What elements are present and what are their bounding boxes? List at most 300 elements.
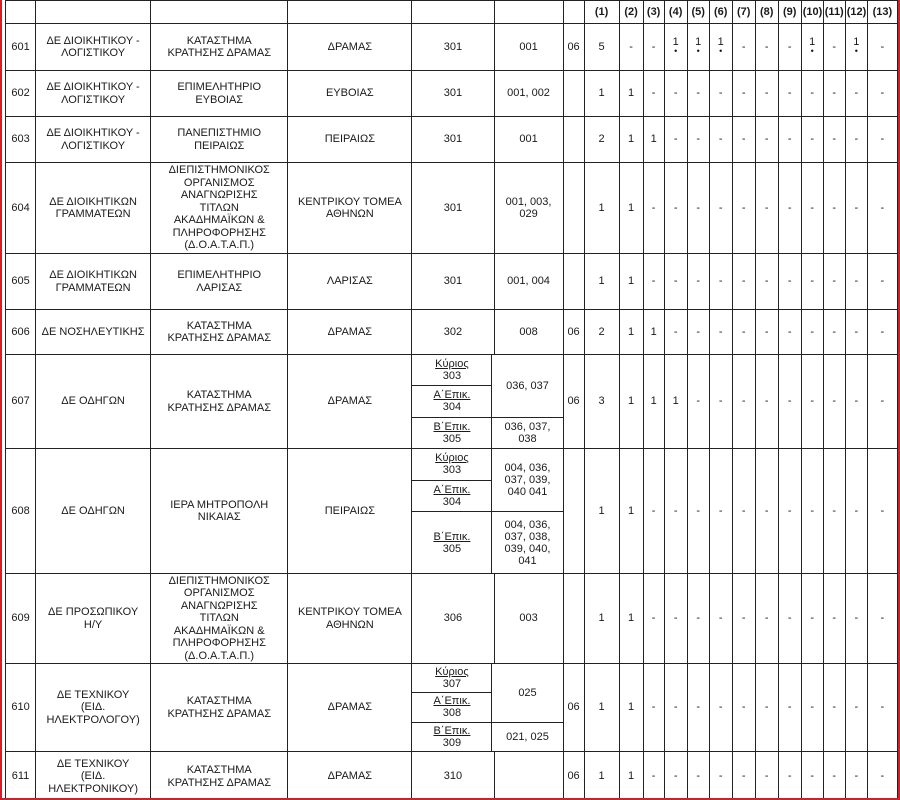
count-cell-12: - [845, 254, 867, 310]
specialty-line: ΔΕ ΤΕΧΝΙΚΟΥ [56, 688, 130, 701]
service-line: ΟΡΓΑΝΙΣΜΟΣ [183, 587, 255, 600]
subrow-code: 309 [442, 736, 462, 749]
count-cell-4: - [664, 71, 687, 117]
count-cell-6: - [709, 664, 732, 752]
count-cell-1: 5 [584, 24, 619, 71]
location-cell [288, 71, 412, 117]
qualifications-cell [494, 310, 563, 355]
count-cell-8: - [755, 310, 778, 355]
header-blank-cell [6, 1, 36, 24]
qualification-line: 036, 037 [506, 379, 549, 392]
row-code: 608 [6, 449, 36, 574]
count-cell-12: - [845, 355, 867, 449]
count-cell-9: - [778, 355, 801, 449]
count-cell-3: - [643, 752, 664, 800]
header-col-4: (4) [664, 1, 687, 24]
spec-code-cell: 301 [412, 117, 494, 163]
service-line: ΕΠΙΜΕΛΗΤΗΡΙΟ [177, 81, 262, 93]
qualification-line: 041 [518, 554, 537, 567]
count-cell-10: - [801, 752, 823, 800]
specialty-cell [36, 163, 151, 254]
subrow-label: Κύριος [435, 666, 469, 679]
qualifications-cell [492, 512, 563, 573]
count-cell-9: - [778, 310, 801, 355]
count-cell-4: - [664, 310, 687, 355]
specialty-line: Η/Υ [83, 618, 103, 631]
subrow [412, 355, 562, 386]
location-line: ΑΘΗΝΩΝ [326, 618, 374, 631]
location-cell [288, 254, 412, 310]
location-line: ΔΡΑΜΑΣ [327, 701, 373, 714]
qualifications-cell [494, 752, 563, 800]
specialty-line: ΔΕ ΔΙΟΙΚΗΤΙΚΩΝ [49, 195, 137, 208]
header-col-12: (12) [845, 1, 867, 24]
qualifications-cell [494, 254, 563, 310]
specialty-line: ΓΡΑΜΜΑΤΕΩΝ [55, 208, 131, 220]
count-cell-2: 1 [619, 449, 643, 574]
count-cell-9: - [778, 752, 801, 800]
subrow-code: 307 [442, 678, 462, 691]
subrow-label: Κύριος [435, 452, 469, 465]
count-cell-13: - [867, 254, 897, 310]
specialty-line: ΔΕ ΟΔΗΓΩΝ [61, 395, 125, 408]
count-cell-9: - [778, 24, 801, 71]
header-blank-cell [36, 1, 151, 24]
count-cell-9: - [778, 574, 801, 664]
subrow [412, 449, 562, 480]
count-cell-10: - [801, 163, 823, 254]
count-cell-7: - [732, 163, 755, 254]
specialty-line: ΗΛΕΚΤΡΟΛΟΓΟΥ) [46, 713, 140, 726]
row-code: 604 [6, 163, 36, 254]
spec-code-cell: 301 [412, 254, 494, 310]
qualification-line: 003 [519, 612, 538, 625]
specialty-cell [36, 117, 151, 163]
subrow-table [412, 355, 562, 448]
service-line: ΔΙΕΠΙΣΤΗΜΟΝΙΚΟΣ [168, 164, 270, 177]
header-col-5: (5) [687, 1, 709, 24]
service-line: ΤΙΤΛΩΝ [199, 612, 239, 625]
service-line: ΚΡΑΤΗΣΗΣ ΔΡΑΜΑΣ [167, 332, 271, 344]
count-cell-7: - [732, 310, 755, 355]
specialty-line: ΔΕ ΝΟΣΗΛΕΥΤΙΚΗΣ [41, 325, 145, 338]
qualification-line: 036, 037, [504, 420, 551, 433]
table-row [6, 310, 898, 355]
region-cell: 06 [563, 310, 584, 355]
region-cell: 06 [563, 24, 584, 71]
row-code: 610 [6, 664, 36, 752]
region-cell [563, 117, 584, 163]
count-cell-11: - [823, 163, 845, 254]
count-cell-6: - [709, 71, 732, 117]
count-cell-13: - [867, 24, 897, 71]
count-cell-13: - [867, 71, 897, 117]
count-cell-7: - [732, 254, 755, 310]
count-cell-7: - [732, 449, 755, 574]
location-cell [288, 449, 412, 574]
spec-code-cell: 301 [412, 163, 494, 254]
count-cell-5: - [687, 752, 709, 800]
asterisk-mark-icon: • [810, 45, 814, 56]
subrow-spec-cell [412, 355, 492, 386]
count-cell-2: 1 [619, 71, 643, 117]
subrow-label: Α΄Επικ. [433, 695, 471, 708]
table-row [6, 574, 898, 664]
specialty-line: ΛΟΓΙΣΤΙΚΟΥ [61, 139, 126, 152]
count-cell-5: - [687, 355, 709, 449]
count-cell-13: - [867, 574, 897, 664]
count-cell-11: - [823, 24, 845, 71]
service-cell [151, 163, 288, 254]
count-cell-11: - [823, 752, 845, 800]
qualification-line: 004, 036, [504, 462, 551, 475]
header-blank-cell [288, 1, 412, 24]
count-cell-11: - [823, 310, 845, 355]
region-cell [563, 71, 584, 117]
count-value: 1 [809, 35, 816, 48]
count-cell-2: 1 [619, 355, 643, 449]
row-code: 606 [6, 310, 36, 355]
count-cell-5: - [687, 163, 709, 254]
specialty-cell [36, 574, 151, 664]
service-cell [151, 752, 288, 800]
location-cell [288, 664, 412, 752]
table-row [6, 752, 898, 800]
qualification-line: 001 [519, 133, 538, 146]
count-cell-5: - [687, 71, 709, 117]
specialty-cell [36, 664, 151, 752]
count-cell-4: - [664, 574, 687, 664]
subrow-spec-cell [412, 512, 492, 573]
subrow-label: Β΄Επικ. [433, 530, 471, 543]
region-cell [563, 254, 584, 310]
count-cell-11: - [823, 574, 845, 664]
count-cell-8: - [755, 24, 778, 71]
region-cell: 06 [563, 664, 584, 752]
count-cell-3: - [643, 664, 664, 752]
count-cell-2: 1 [619, 664, 643, 752]
service-line: ΙΕΡΑ ΜΗΤΡΟΠΟΛΗ [170, 498, 269, 511]
count-cell-8: - [755, 449, 778, 574]
count-cell-2: 1 [619, 117, 643, 163]
qualification-line: 029 [519, 208, 538, 220]
location-line: ΠΕΙΡΑΙΩΣ [324, 504, 375, 517]
positions-table [5, 0, 898, 800]
table-row [6, 71, 898, 117]
subrow-spec-cell [412, 417, 492, 448]
service-cell [151, 117, 288, 163]
marked-count [853, 37, 859, 54]
specialty-line: ΔΕ ΟΔΗΓΩΝ [61, 504, 125, 517]
count-value: 1 [853, 35, 860, 48]
service-line: ΛΑΡΙΣΑΣ [196, 281, 243, 294]
count-cell-12: - [845, 310, 867, 355]
count-cell-1: 1 [584, 71, 619, 117]
count-cell-3: - [643, 254, 664, 310]
specialty-cell [36, 355, 151, 449]
specialty-line: ΔΕ ΔΙΟΙΚΗΤΙΚΟΥ - [46, 127, 140, 139]
count-cell-4: - [664, 752, 687, 800]
count-cell-9: - [778, 664, 801, 752]
region-cell: 06 [563, 355, 584, 449]
location-cell [288, 163, 412, 254]
count-cell-8: - [755, 752, 778, 800]
specialty-line: ΔΕ ΔΙΟΙΚΗΤΙΚΟΥ - [46, 81, 140, 93]
subrow-code: 304 [442, 401, 462, 414]
subrow-label: Β΄Επικ. [433, 420, 471, 433]
asterisk-mark-icon: • [696, 45, 700, 56]
location-line: ΚΕΝΤΡΙΚΟΥ ΤΟΜΕΑ [297, 606, 402, 618]
region-cell [563, 163, 584, 254]
qualification-line: 001, 003, [505, 195, 552, 208]
service-line: ΚΑΤΑΣΤΗΜΑ [186, 389, 252, 401]
subrow-spec-cell [412, 449, 492, 480]
count-cell-9: - [778, 449, 801, 574]
count-cell-10: - [801, 117, 823, 163]
count-cell-12: - [845, 71, 867, 117]
count-value: 1 [717, 35, 724, 48]
count-cell-11: - [823, 117, 845, 163]
service-line: ΠΛΗΡΟΦΟΡΗΣΗΣ [172, 226, 266, 239]
subrow-label: Κύριος [435, 358, 469, 371]
count-cell-10: - [801, 574, 823, 664]
count-cell-7: - [732, 24, 755, 71]
table-row [6, 664, 898, 752]
qualification-line: 004, 036, [504, 518, 551, 531]
location-cell [288, 310, 412, 355]
spec-code-cell: 301 [412, 24, 494, 71]
specialty-subrows-cell [412, 355, 563, 449]
specialty-line: ΛΟΓΙΣΤΙΚΟΥ [61, 47, 126, 59]
service-cell [151, 310, 288, 355]
count-cell-2: 1 [619, 574, 643, 664]
count-cell-2: 1 [619, 163, 643, 254]
count-cell-12: - [845, 664, 867, 752]
specialty-line: ΔΕ ΔΙΟΙΚΗΤΙΚΟΥ - [46, 34, 140, 47]
count-cell-6: - [709, 449, 732, 574]
location-line: ΔΡΑΜΑΣ [327, 770, 373, 783]
header-blank-cell [494, 1, 563, 24]
region-cell [563, 449, 584, 574]
count-cell-6: - [709, 574, 732, 664]
subrow [412, 664, 562, 693]
count-cell-6: - [709, 752, 732, 800]
header-col-3: (3) [643, 1, 664, 24]
subrow [412, 512, 562, 573]
qualifications-cell [494, 117, 563, 163]
count-cell-11: - [823, 254, 845, 310]
qualification-line: 037, 039, [504, 474, 551, 487]
subrow-table [412, 449, 562, 573]
count-cell-5: - [687, 254, 709, 310]
header-col-10: (10) [801, 1, 823, 24]
subrow-code: 308 [442, 707, 462, 720]
header-blank-cell [412, 1, 494, 24]
count-cell-4: - [664, 449, 687, 574]
count-cell-13: - [867, 117, 897, 163]
specialty-cell [36, 24, 151, 71]
subrow-label: Α΄Επικ. [433, 389, 471, 402]
qualifications-cell [494, 24, 563, 71]
spec-code-cell: 310 [412, 752, 494, 800]
count-cell-1: 2 [584, 117, 619, 163]
table-row [6, 24, 898, 71]
location-line: ΕΥΒΟΙΑΣ [325, 87, 374, 100]
count-cell-12: - [845, 449, 867, 574]
count-cell-6: - [709, 254, 732, 310]
subrow-label: Β΄Επικ. [433, 724, 471, 737]
count-cell-8: - [755, 574, 778, 664]
count-value: 1 [672, 35, 679, 48]
subrow-spec-cell [412, 722, 492, 751]
subrow [412, 417, 562, 448]
specialty-subrows-cell [412, 664, 563, 752]
count-cell-3: 1 [643, 117, 664, 163]
marked-count [673, 37, 679, 54]
qualification-line: 039, 040, [504, 542, 551, 555]
count-cell-2: 1 [619, 752, 643, 800]
subrow-code: 303 [442, 370, 462, 383]
count-cell-13: - [867, 355, 897, 449]
qualifications-cell [492, 355, 563, 417]
header-col-13: (13) [867, 1, 897, 24]
count-cell-9: - [778, 254, 801, 310]
count-cell-5: - [687, 449, 709, 574]
count-cell-5: - [687, 664, 709, 752]
count-cell-10: - [801, 664, 823, 752]
service-line: (Δ.Ο.Α.Τ.Α.Π.) [184, 649, 255, 662]
subrow-spec-cell [412, 693, 492, 722]
count-cell-13: - [867, 163, 897, 254]
subrow-code: 305 [442, 542, 462, 555]
count-cell-7: - [732, 574, 755, 664]
qualification-line: 008 [519, 325, 538, 338]
qualification-line: 001, 002 [507, 87, 550, 100]
header-col-1: (1) [584, 1, 619, 24]
table-row [6, 449, 898, 574]
asterisk-mark-icon: • [674, 45, 678, 56]
count-cell-10: - [801, 355, 823, 449]
specialty-line: ΛΟΓΙΣΤΙΚΟΥ [61, 93, 126, 106]
count-cell-13: - [867, 310, 897, 355]
asterisk-mark-icon: • [719, 45, 723, 56]
location-line: ΚΕΝΤΡΙΚΟΥ ΤΟΜΕΑ [297, 195, 402, 208]
service-line: ΚΡΑΤΗΣΗΣ ΔΡΑΜΑΣ [167, 401, 271, 414]
location-line: ΔΡΑΜΑΣ [327, 395, 373, 408]
marked-count [695, 37, 701, 54]
count-cell-7: - [732, 355, 755, 449]
count-cell-9: - [778, 71, 801, 117]
count-cell-7: - [732, 71, 755, 117]
location-line: ΔΡΑΜΑΣ [327, 40, 373, 53]
qualification-line: 001 [519, 40, 538, 53]
location-cell [288, 355, 412, 449]
qualification-line: 037, 038, [504, 530, 551, 543]
count-cell-10: - [801, 254, 823, 310]
count-cell-3: - [643, 71, 664, 117]
count-cell-12: - [845, 574, 867, 664]
service-cell [151, 449, 288, 574]
count-cell-9: - [778, 117, 801, 163]
service-line: ΟΡΓΑΝΙΣΜΟΣ [183, 176, 255, 189]
service-line: ΤΙΤΛΩΝ [199, 201, 239, 214]
count-cell-6: - [709, 163, 732, 254]
count-cell-12: - [845, 752, 867, 800]
row-code: 609 [6, 574, 36, 664]
service-line: (Δ.Ο.Α.Τ.Α.Π.) [184, 239, 255, 252]
count-cell-2: - [619, 24, 643, 71]
row-code: 605 [6, 254, 36, 310]
count-cell-9: - [778, 163, 801, 254]
service-cell [151, 254, 288, 310]
asterisk-mark-icon: • [854, 45, 858, 56]
spec-code-cell: 306 [412, 574, 494, 664]
specialty-subrows-cell [412, 449, 563, 574]
count-cell-4 [664, 24, 687, 71]
service-line: ΚΑΤΑΣΤΗΜΑ [186, 695, 252, 707]
service-cell [151, 664, 288, 752]
qualifications-cell [494, 574, 563, 664]
specialty-cell [36, 752, 151, 800]
location-cell [288, 574, 412, 664]
location-cell [288, 117, 412, 163]
count-value: 1 [695, 35, 702, 48]
subrow-code: 305 [442, 432, 462, 445]
count-cell-1: 1 [584, 752, 619, 800]
count-cell-11: - [823, 355, 845, 449]
count-cell-1: 1 [584, 254, 619, 310]
header-col-7: (7) [732, 1, 755, 24]
service-line: ΚΡΑΤΗΣΗΣ ΔΡΑΜΑΣ [167, 707, 271, 720]
specialty-line: ΔΕ ΔΙΟΙΚΗΤΙΚΩΝ [49, 269, 137, 281]
service-line: ΚΡΑΤΗΣΗΣ ΔΡΑΜΑΣ [167, 47, 271, 59]
service-line: ΚΡΑΤΗΣΗΣ ΔΡΑΜΑΣ [167, 776, 271, 789]
qualification-line: 001, 004 [507, 275, 550, 288]
subrow [412, 722, 562, 751]
count-cell-1: 1 [584, 163, 619, 254]
count-cell-5: - [687, 574, 709, 664]
count-cell-12 [845, 24, 867, 71]
count-cell-10: - [801, 449, 823, 574]
row-code: 603 [6, 117, 36, 163]
specialty-cell [36, 71, 151, 117]
count-cell-3: 1 [643, 310, 664, 355]
service-cell [151, 355, 288, 449]
qualification-line: 038 [518, 432, 537, 445]
qualification-line: 025 [518, 686, 537, 699]
count-cell-12: - [845, 163, 867, 254]
service-cell [151, 574, 288, 664]
count-cell-7: - [732, 664, 755, 752]
service-line: ΕΠΙΜΕΛΗΤΗΡΙΟ [177, 269, 262, 281]
count-cell-8: - [755, 117, 778, 163]
count-cell-7: - [732, 752, 755, 800]
count-cell-8: - [755, 664, 778, 752]
count-cell-7: - [732, 117, 755, 163]
service-line: ΑΚΑΔΗΜΑΪΚΩΝ & [173, 624, 265, 637]
qualifications-cell [494, 71, 563, 117]
count-cell-1: 1 [584, 449, 619, 574]
count-cell-13: - [867, 752, 897, 800]
count-cell-4: 1 [664, 355, 687, 449]
count-cell-8: - [755, 163, 778, 254]
row-code: 607 [6, 355, 36, 449]
count-cell-6: - [709, 310, 732, 355]
count-cell-2: 1 [619, 254, 643, 310]
subrow-spec-cell [412, 386, 492, 417]
count-cell-1: 1 [584, 574, 619, 664]
count-cell-8: - [755, 254, 778, 310]
